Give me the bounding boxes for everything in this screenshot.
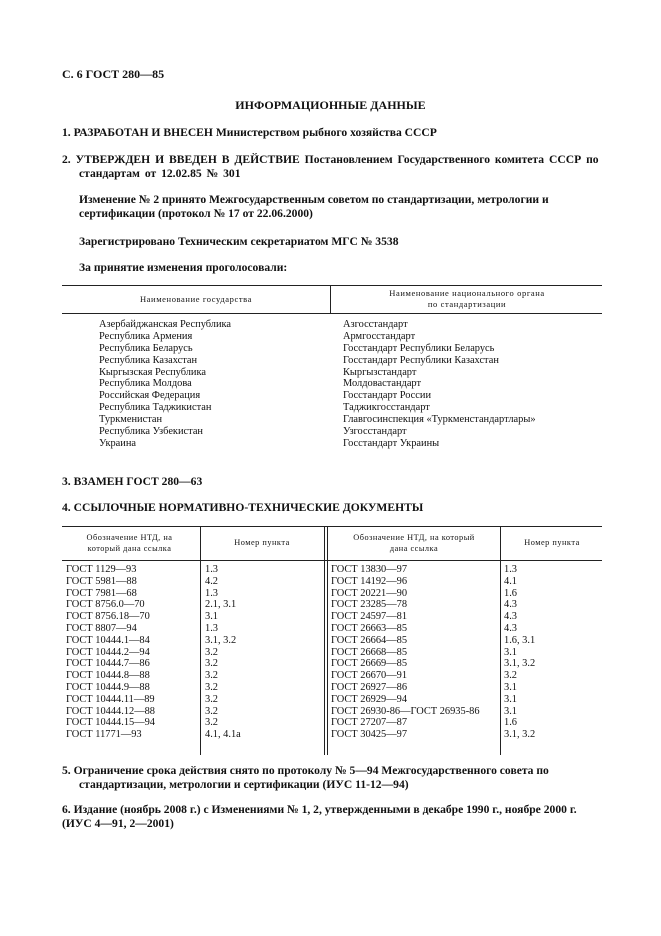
item-cell: 1.6 [504, 717, 517, 729]
organ-cell: Армгосстандарт [343, 330, 416, 342]
table-row [62, 658, 602, 670]
refs-header-divider [324, 527, 325, 560]
doc-cell: ГОСТ 26668—85 [331, 646, 408, 658]
table-row [62, 426, 602, 438]
table-row [62, 729, 602, 741]
item-cell: 3.1, 3.2 [504, 658, 536, 670]
table-row [62, 611, 602, 623]
doc-cell: ГОСТ 10444.7—86 [66, 658, 150, 670]
item-cell: 3.1 [504, 681, 517, 693]
country-cell: Российская Федерация [99, 390, 201, 402]
table-row [62, 635, 602, 647]
organ-cell: Узгосстандарт [343, 426, 407, 438]
item-edition: 6. Издание (ноябрь 2008 г.) с Изменениями № 1, 2, утвержденными в декабре 1990 г., ноябре 2000 г. (ИУС 4—91, 2—2001) [62, 803, 577, 830]
table-row [62, 343, 602, 355]
refs-col-item-1: Номер пункта [234, 538, 290, 547]
change-note: Изменение № 2 принято Межгосударственным советом по стандартизации, метрологии и сертификации (протокол № 17 от 22.06.2000) [79, 193, 549, 220]
registered-note: Зарегистрировано Техническим секретариатом МГС № 3538 [79, 235, 399, 248]
table-row [62, 670, 602, 682]
doc-cell: ГОСТ 1129—93 [66, 564, 137, 575]
members-col-organ [332, 288, 602, 310]
references-table-header [62, 526, 602, 561]
refs-col-doc-2-line2: дана ссылка [389, 544, 439, 553]
doc-cell: ГОСТ 26930-86—ГОСТ 26935-86 [331, 705, 480, 717]
doc-cell: ГОСТ 10444.12—88 [66, 705, 156, 717]
doc-cell: ГОСТ 23285—78 [331, 599, 408, 611]
country-cell: Украина [99, 437, 137, 449]
doc-cell: ГОСТ 5981—88 [66, 575, 137, 587]
doc-cell: ГОСТ 10444.15—94 [66, 717, 156, 729]
item-developed [62, 126, 602, 140]
doc-cell: ГОСТ 10444.11—89 [66, 693, 155, 705]
item-cell: 3.2 [205, 717, 218, 729]
item-cell: 3.1 [504, 693, 517, 705]
doc-cell: ГОСТ 8756.18—70 [66, 611, 150, 623]
item-references-title: 4. ССЫЛОЧНЫЕ НОРМАТИВНО-ТЕХНИЧЕСКИЕ ДОКУМЕНТЫ [62, 501, 424, 514]
refs-header-divider [327, 527, 328, 560]
item-approved-text: Постановлением Государственного комитета СССР по стандартам от 12.02.85 № 301 [79, 153, 599, 180]
item-cell: 1.6 [504, 587, 517, 599]
country-cell: Республика Беларусь [99, 342, 193, 354]
item-cell: 3.1 [504, 705, 517, 717]
doc-cell: ГОСТ 8756.0—70 [66, 599, 145, 611]
item-cell: 4.2 [205, 575, 218, 587]
refs-col-item-2: Номер пункта [524, 538, 580, 547]
doc-cell: ГОСТ 14192—96 [331, 575, 408, 587]
item-cell: 3.2 [205, 670, 218, 682]
table-row [62, 623, 602, 635]
item-developed-head: 1. РАЗРАБОТАН И ВНЕСЕН [62, 126, 213, 139]
refs-col-doc-1 [62, 532, 197, 554]
item-cell: 3.2 [205, 681, 218, 693]
item-cell: 1.3 [205, 622, 218, 634]
page-header: С. 6 ГОСТ 280—85 [62, 67, 165, 81]
item-validity: 5. Ограничение срока действия снято по протоколу № 5—94 Межгосударственного совета по стандартизации, метрологии и сертификации (ИУС 11-12—94) [62, 764, 549, 791]
item-cell: 1.3 [205, 564, 218, 575]
doc-cell: ГОСТ 24597—81 [331, 611, 408, 623]
doc-cell: ГОСТ 26669—85 [331, 658, 408, 670]
doc-cell: ГОСТ 8807—94 [66, 622, 137, 634]
item-replaces: 3. ВЗАМЕН ГОСТ 280—63 [62, 475, 203, 488]
doc-cell: ГОСТ 7981—68 [66, 587, 137, 599]
organ-cell: Госстандарт Украины [343, 437, 440, 449]
refs-header-divider [500, 527, 501, 560]
item-cell: 3.2 [205, 658, 218, 670]
item-cell: 4.3 [504, 599, 517, 611]
table-row [62, 402, 602, 414]
table-row [62, 564, 602, 576]
doc-cell: ГОСТ 26670—91 [331, 670, 408, 682]
doc-cell: ГОСТ 10444.8—88 [66, 670, 150, 682]
table-row [62, 378, 602, 390]
refs-col-doc-1-line2: который дана ссылка [87, 544, 172, 553]
table-row [62, 694, 602, 706]
table-row [62, 682, 602, 694]
item-cell: 1.3 [504, 564, 517, 575]
refs-col-doc-1-line1: Обозначение НТД, на [86, 533, 173, 542]
item-cell: 3.2 [205, 693, 218, 705]
item-cell: 3.1 [205, 611, 218, 623]
members-col-country: Наименование государства [139, 294, 253, 304]
references-table [62, 526, 602, 741]
doc-cell: ГОСТ 10444.1—84 [66, 634, 150, 646]
item-cell: 3.1 [504, 646, 517, 658]
doc-cell: ГОСТ 26664—85 [331, 634, 408, 646]
organ-cell: Кыргызстандарт [343, 366, 417, 378]
item-cell: 4.1 [504, 575, 517, 587]
item-cell: 3.1, 3.2 [205, 634, 237, 646]
item-cell: 2.1, 3.1 [205, 599, 237, 611]
table-row [62, 319, 602, 331]
table-row [62, 647, 602, 659]
table-row [62, 706, 602, 718]
members-table [62, 285, 602, 450]
table-row [62, 355, 602, 367]
item-cell: 3.1, 3.2 [504, 729, 536, 741]
doc-cell: ГОСТ 26929—94 [331, 693, 408, 705]
item-cell: 4.3 [504, 611, 517, 623]
section-title: ИНФОРМАЦИОННЫЕ ДАННЫЕ [235, 98, 426, 112]
doc-cell: ГОСТ 30425—97 [331, 729, 408, 741]
table-row [62, 414, 602, 426]
item-approved-head: 2. УТВЕРЖДЕН И ВВЕДЕН В ДЕЙСТВИЕ [62, 153, 300, 166]
members-header-divider [330, 286, 331, 313]
item-cell: 4.1, 4.1а [205, 729, 241, 741]
item-cell: 3.2 [205, 705, 218, 717]
organ-cell: Главгосинспекция «Туркменстандартлары» [343, 414, 536, 426]
refs-header-divider [200, 527, 201, 560]
country-cell: Кыргызская Республика [99, 366, 206, 378]
country-cell: Азербайджанская Республика [99, 319, 232, 330]
item-cell: 3.2 [504, 670, 517, 682]
doc-cell: ГОСТ 26663—85 [331, 622, 408, 634]
country-cell: Республика Молдова [99, 378, 192, 390]
members-col-organ-line2: по стандартизации [427, 299, 507, 309]
doc-cell: ГОСТ 20221—90 [331, 587, 408, 599]
refs-col-doc-2-line1: Обозначение НТД, на который [353, 533, 475, 542]
item-cell: 1.3 [205, 587, 218, 599]
doc-cell: ГОСТ 13830—97 [331, 564, 408, 575]
doc-cell: ГОСТ 10444.9—88 [66, 681, 150, 693]
item-approved [62, 153, 619, 181]
country-cell: Республика Таджикистан [99, 402, 212, 414]
voted-note: За принятие изменения проголосовали: [79, 261, 288, 274]
refs-col-doc-2 [329, 532, 499, 554]
members-col-organ-line1: Наименование национального органа [389, 288, 545, 298]
country-cell: Республика Казахстан [99, 354, 198, 366]
organ-cell: Госстандарт Республики Казахстан [343, 354, 499, 366]
item-cell: 1.6, 3.1 [504, 634, 536, 646]
item-cell: 4.3 [504, 622, 517, 634]
country-cell: Республика Армения [99, 330, 193, 342]
country-cell: Республика Узбекистан [99, 426, 203, 438]
organ-cell: Госстандарт Республики Беларусь [343, 342, 495, 354]
table-row [62, 588, 602, 600]
organ-cell: Госстандарт России [343, 390, 432, 402]
doc-cell: ГОСТ 26927—86 [331, 681, 408, 693]
table-row [62, 717, 602, 729]
organ-cell: Азгосстандарт [343, 319, 408, 330]
table-row [62, 599, 602, 611]
item-cell: 3.2 [205, 646, 218, 658]
doc-cell: ГОСТ 11771—93 [66, 729, 142, 741]
item-developed-text: Министерством рыбного хозяйства СССР [215, 126, 437, 139]
members-table-header [62, 285, 602, 314]
table-row [62, 331, 602, 343]
refs-rows [62, 561, 602, 741]
table-row [62, 367, 602, 379]
organ-cell: Молдовастандарт [343, 378, 422, 390]
country-cell: Туркменистан [99, 414, 163, 426]
doc-cell: ГОСТ 10444.2—94 [66, 646, 150, 658]
table-row [62, 576, 602, 588]
table-row [62, 390, 602, 402]
doc-cell: ГОСТ 27207—87 [331, 717, 408, 729]
organ-cell: Таджикгосстандарт [343, 402, 430, 414]
table-row [62, 438, 602, 450]
members-rows [62, 314, 602, 450]
